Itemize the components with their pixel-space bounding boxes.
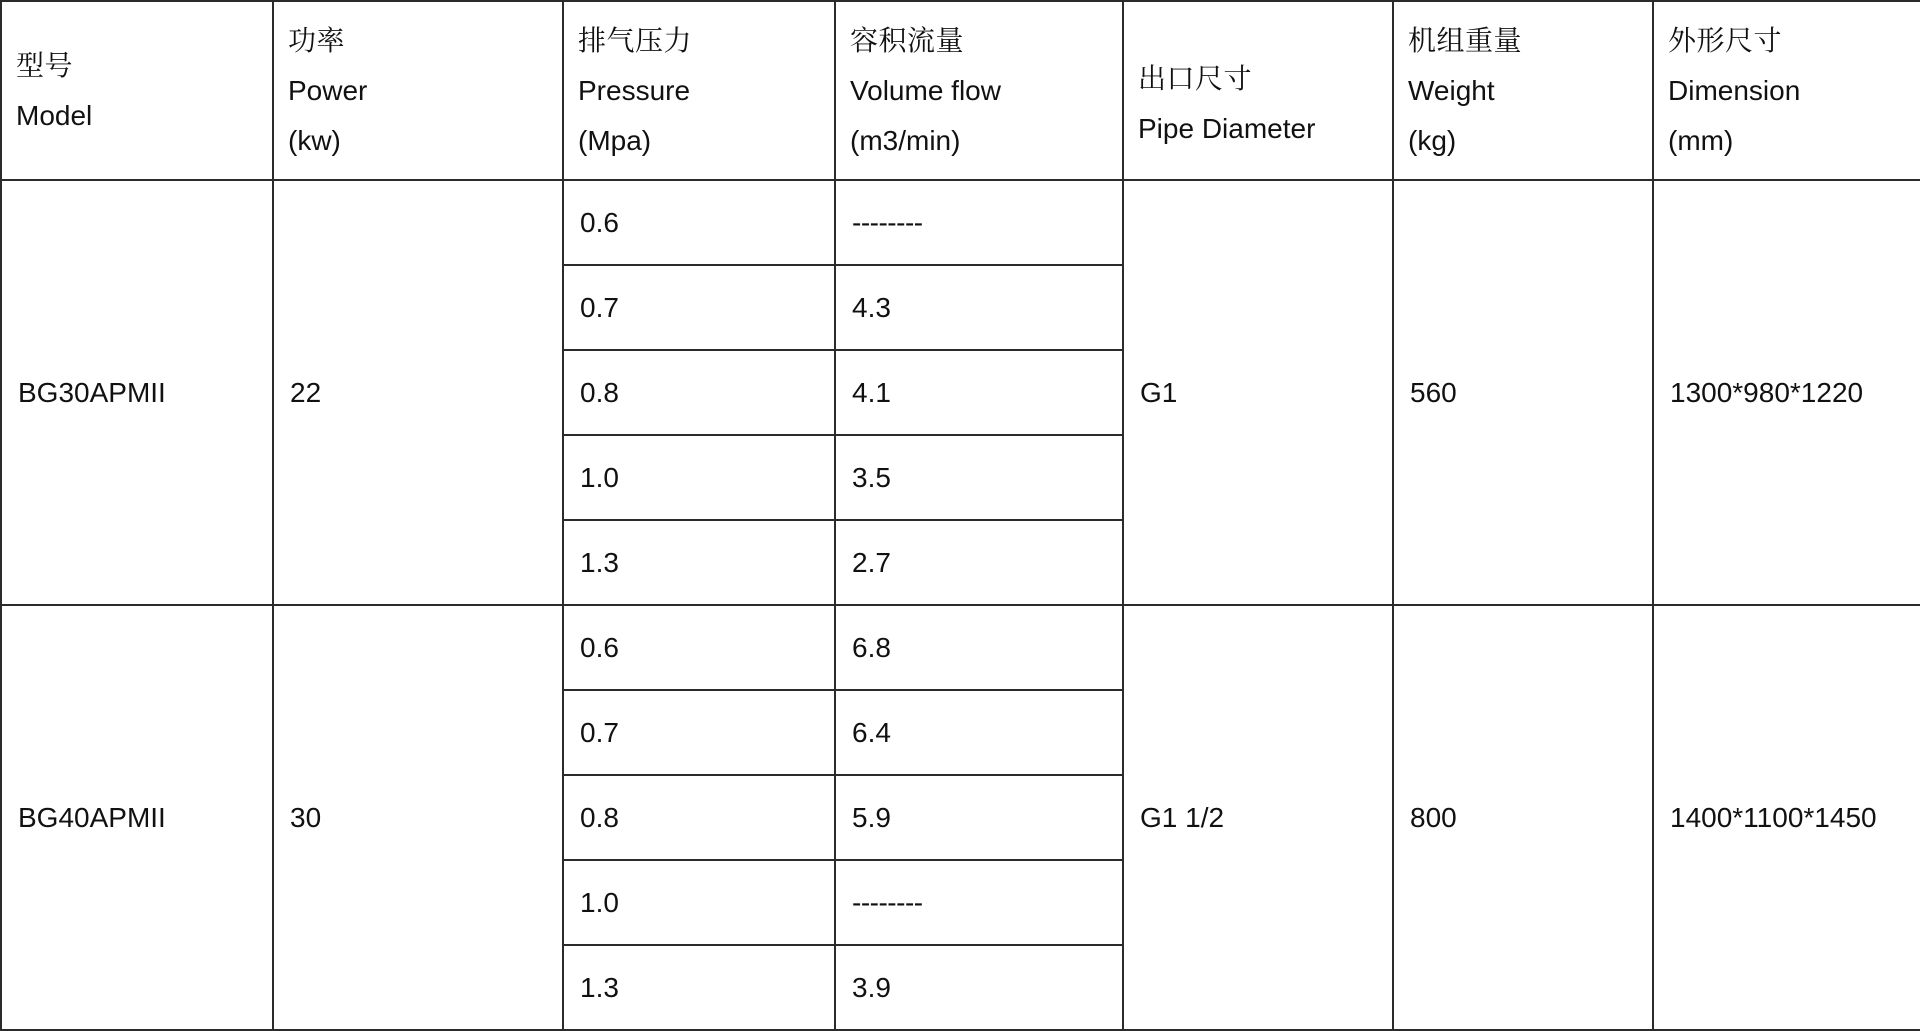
cell-pressure: [563, 180, 835, 265]
cell-pressure: [563, 860, 835, 945]
cell-volume-flow: [835, 775, 1123, 860]
header-label-cn: 出口尺寸: [1138, 62, 1253, 94]
volume-flow-value: 3.5: [852, 461, 891, 493]
pressure-value: 0.7: [580, 716, 619, 748]
weight-value: 560: [1410, 376, 1457, 408]
cell-volume-flow: [835, 350, 1123, 435]
cell-volume-flow: [835, 860, 1123, 945]
pressure-value: 0.8: [580, 801, 619, 833]
model-value: BG30APMII: [18, 376, 166, 408]
pressure-value: 1.3: [580, 546, 619, 578]
pressure-value: 1.0: [580, 886, 619, 918]
header-label-cn: 排气压力: [578, 25, 693, 56]
header-label-cn: 型号: [16, 49, 74, 81]
pressure-value: 0.8: [580, 376, 619, 408]
header-label-en: Weight: [1408, 74, 1495, 106]
pressure-value: 0.6: [580, 206, 619, 238]
model-value: BG40APMII: [18, 801, 166, 833]
cell-pressure: [563, 435, 835, 520]
header-cell-weight: [1393, 1, 1653, 180]
header-cell-power: [273, 1, 563, 180]
cell-pressure: [563, 690, 835, 775]
weight-value: 800: [1410, 801, 1457, 833]
header-label-unit: (kw): [288, 124, 341, 156]
cell-volume-flow: [835, 265, 1123, 350]
volume-flow-value: 3.9: [852, 971, 891, 1003]
cell-volume-flow: [835, 690, 1123, 775]
table-row: [1, 605, 1920, 690]
cell-dimension: [1653, 180, 1920, 605]
cell-power: [273, 180, 563, 605]
header-cell-pipe-diameter: [1123, 1, 1393, 180]
header-label-unit: (kg): [1408, 124, 1457, 156]
pipe-diameter-value: G1 1/2: [1140, 801, 1225, 833]
header-label-en: Pressure: [578, 74, 691, 106]
pressure-value: 1.0: [580, 461, 619, 493]
table-row: [1, 180, 1920, 265]
pressure-value: 1.3: [580, 971, 619, 1003]
volume-flow-value: 2.7: [852, 546, 891, 578]
cell-weight: [1393, 180, 1653, 605]
cell-volume-flow: [835, 435, 1123, 520]
cell-volume-flow: [835, 605, 1123, 690]
header-label-unit: (m3/min): [850, 124, 961, 156]
header-label-en: Pipe Diameter: [1138, 112, 1316, 144]
header-cell-dimension: [1653, 1, 1920, 180]
table-header-row: [1, 1, 1920, 180]
cell-dimension: [1653, 605, 1920, 1030]
volume-flow-value: 4.3: [852, 291, 891, 323]
volume-flow-value: 6.4: [852, 716, 891, 748]
header-label-cn: 容积流量: [850, 25, 965, 56]
cell-weight: [1393, 605, 1653, 1030]
header-label-cn: 机组重量: [1408, 25, 1523, 56]
header-cell-volume-flow: [835, 1, 1123, 180]
header-label-cn: 功率: [288, 25, 346, 56]
pipe-diameter-value: G1: [1140, 376, 1178, 408]
header-label-en: Dimension: [1668, 74, 1801, 106]
cell-pressure: [563, 945, 835, 1030]
cell-volume-flow: [835, 180, 1123, 265]
cell-pressure: [563, 350, 835, 435]
header-label-en: Volume flow: [850, 74, 1001, 106]
header-label-en: Model: [16, 99, 93, 131]
pressure-value: 0.6: [580, 631, 619, 663]
cell-model: [1, 605, 273, 1030]
cell-pipe-diameter: [1123, 180, 1393, 605]
cell-pressure: [563, 605, 835, 690]
volume-flow-value: --------: [852, 206, 923, 238]
header-label-cn: 外形尺寸: [1668, 25, 1783, 56]
power-value: 30: [290, 801, 322, 833]
header-label-unit: (mm): [1668, 124, 1734, 156]
dimension-value: 1300*980*1220: [1670, 377, 1864, 409]
cell-pressure: [563, 775, 835, 860]
cell-power: [273, 605, 563, 1030]
header-label-unit: (Mpa): [578, 124, 652, 156]
cell-pipe-diameter: [1123, 605, 1393, 1030]
cell-volume-flow: [835, 520, 1123, 605]
volume-flow-value: 4.1: [852, 376, 891, 408]
header-label-en: Power: [288, 74, 368, 106]
header-cell-pressure: [563, 1, 835, 180]
pressure-value: 0.7: [580, 291, 619, 323]
volume-flow-value: --------: [852, 886, 923, 918]
volume-flow-value: 6.8: [852, 631, 891, 663]
header-cell-model: [1, 1, 273, 180]
cell-pressure: [563, 265, 835, 350]
cell-model: [1, 180, 273, 605]
cell-pressure: [563, 520, 835, 605]
volume-flow-value: 5.9: [852, 801, 891, 833]
power-value: 22: [290, 376, 322, 408]
cell-volume-flow: [835, 945, 1123, 1030]
dimension-value: 1400*1100*1450: [1670, 802, 1877, 834]
